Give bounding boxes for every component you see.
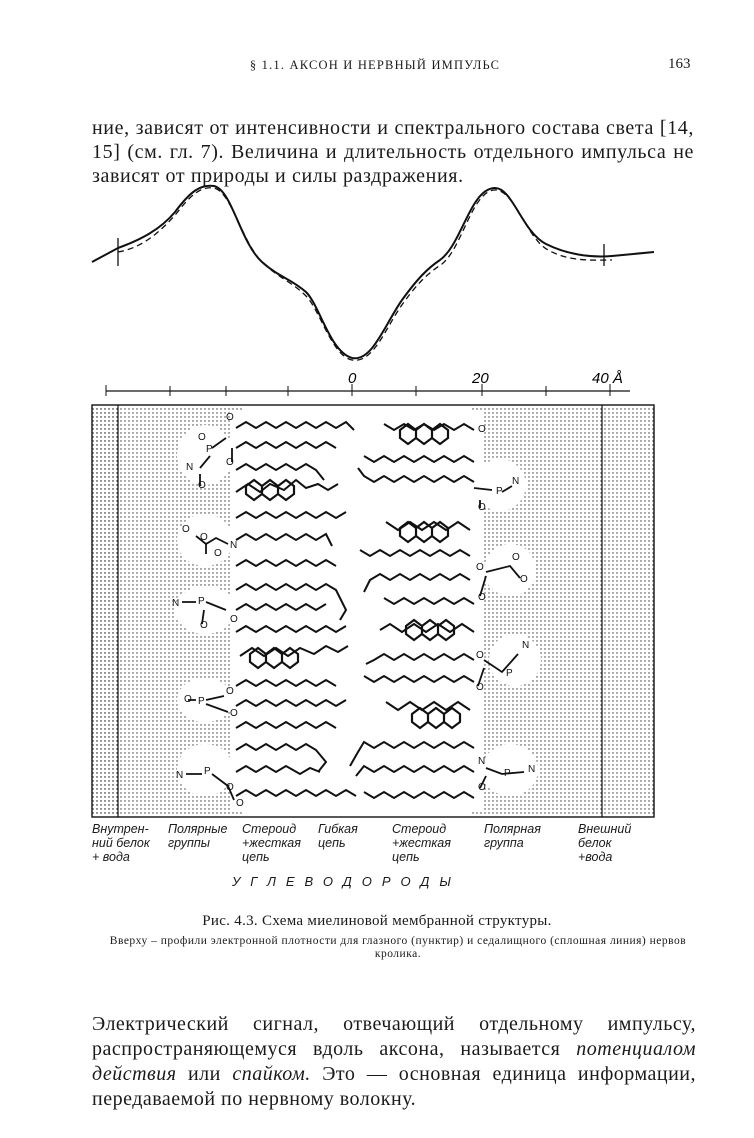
body-text-part3: Это — основная единица информации, передаваемой по нервному волокну. — [92, 1063, 697, 1110]
svg-text:O: O — [198, 480, 206, 491]
svg-text:O: O — [512, 552, 520, 563]
svg-text:O: O — [476, 562, 484, 573]
figure-caption-title: Рис. 4.3. Схема миелиновой мембранной структуры. — [202, 913, 552, 929]
label-polar-group-right: Полярная группа — [484, 822, 541, 850]
svg-text:N: N — [528, 764, 536, 775]
svg-text:O: O — [520, 574, 528, 585]
density-profile-solid — [92, 186, 654, 359]
page-number: 163 — [668, 56, 691, 72]
body-paragraph — [92, 1012, 696, 1112]
svg-text:N: N — [230, 540, 238, 551]
svg-text:N: N — [176, 770, 184, 781]
svg-text:O: O — [214, 548, 222, 559]
density-profile-dashed — [118, 188, 612, 361]
svg-text:O: O — [478, 782, 486, 793]
svg-text:O: O — [200, 532, 208, 543]
svg-text:O: O — [230, 614, 238, 625]
svg-text:P: P — [506, 668, 513, 679]
svg-text:P: P — [496, 486, 503, 497]
intro-paragraph: ние, зависят от интенсивности и спектрального состава света [14, 15] (см. гл. 7). Величина и длительность отдельного импульса не зависят от природы и силы раздражения. — [92, 117, 694, 187]
svg-text:O: O — [184, 694, 192, 705]
body-text-part1: Электрический сигнал, отвечающий отдельному импульсу, распространяющемуся вдоль аксона, называется — [92, 1013, 696, 1060]
body-text-part2: или — [176, 1063, 233, 1085]
running-title: § 1.1. АКСОН И НЕРВНЫЙ ИМПУЛЬС — [249, 58, 501, 72]
svg-text:O: O — [200, 620, 208, 631]
svg-text:O: O — [478, 592, 486, 603]
svg-text:P: P — [206, 444, 213, 455]
svg-text:O: O — [182, 524, 190, 535]
svg-text:O: O — [226, 412, 234, 423]
label-flexible-chain: Гибкая цепь — [318, 822, 358, 850]
label-steroid-left: Стероид +жесткая цепь — [242, 822, 301, 864]
svg-text:O: O — [226, 457, 234, 468]
svg-text:N: N — [522, 640, 530, 651]
svg-text:O: O — [478, 502, 486, 513]
scale-tick-0: 0 — [348, 370, 357, 387]
svg-text:O: O — [478, 424, 486, 435]
label-steroid-right: Стероид +жесткая цепь — [392, 822, 451, 864]
svg-text:O: O — [198, 432, 206, 443]
scale-tick-20: 20 — [472, 370, 489, 387]
svg-text:N: N — [172, 598, 180, 609]
svg-text:P: P — [198, 596, 205, 607]
membrane-diagram — [92, 405, 654, 817]
svg-text:O: O — [230, 708, 238, 719]
svg-text:O: O — [226, 782, 234, 793]
label-carbohydrates: УГЛЕВОДОРОДЫ — [232, 874, 461, 889]
figure-caption-note: Вверху – профили электронной плотности для глазного (пунктир) и седалищного (сплошная линия) нервов кролика. — [109, 935, 687, 960]
svg-text:O: O — [226, 686, 234, 697]
term-spike: спайком. — [232, 1063, 311, 1085]
svg-text:P: P — [198, 696, 205, 707]
label-inner-protein: Внутрен- ний белок + вода — [92, 822, 150, 864]
svg-text:N: N — [512, 476, 520, 487]
svg-text:O: O — [476, 650, 484, 661]
label-polar-groups-left: Полярные группы — [168, 822, 228, 850]
svg-text:O: O — [236, 798, 244, 809]
scale-tick-40: 40 Å — [592, 370, 623, 387]
membrane-figure — [0, 180, 754, 820]
running-head — [0, 58, 754, 78]
scale-ruler — [106, 370, 630, 396]
label-outer-protein: Внешний белок +вода — [578, 822, 632, 864]
svg-text:N: N — [186, 462, 194, 473]
term-action-potential: потенциалом действия — [92, 1038, 696, 1085]
svg-text:P: P — [204, 766, 211, 777]
svg-text:O: O — [476, 682, 484, 693]
svg-text:N: N — [478, 756, 486, 767]
svg-text:P: P — [504, 768, 511, 779]
